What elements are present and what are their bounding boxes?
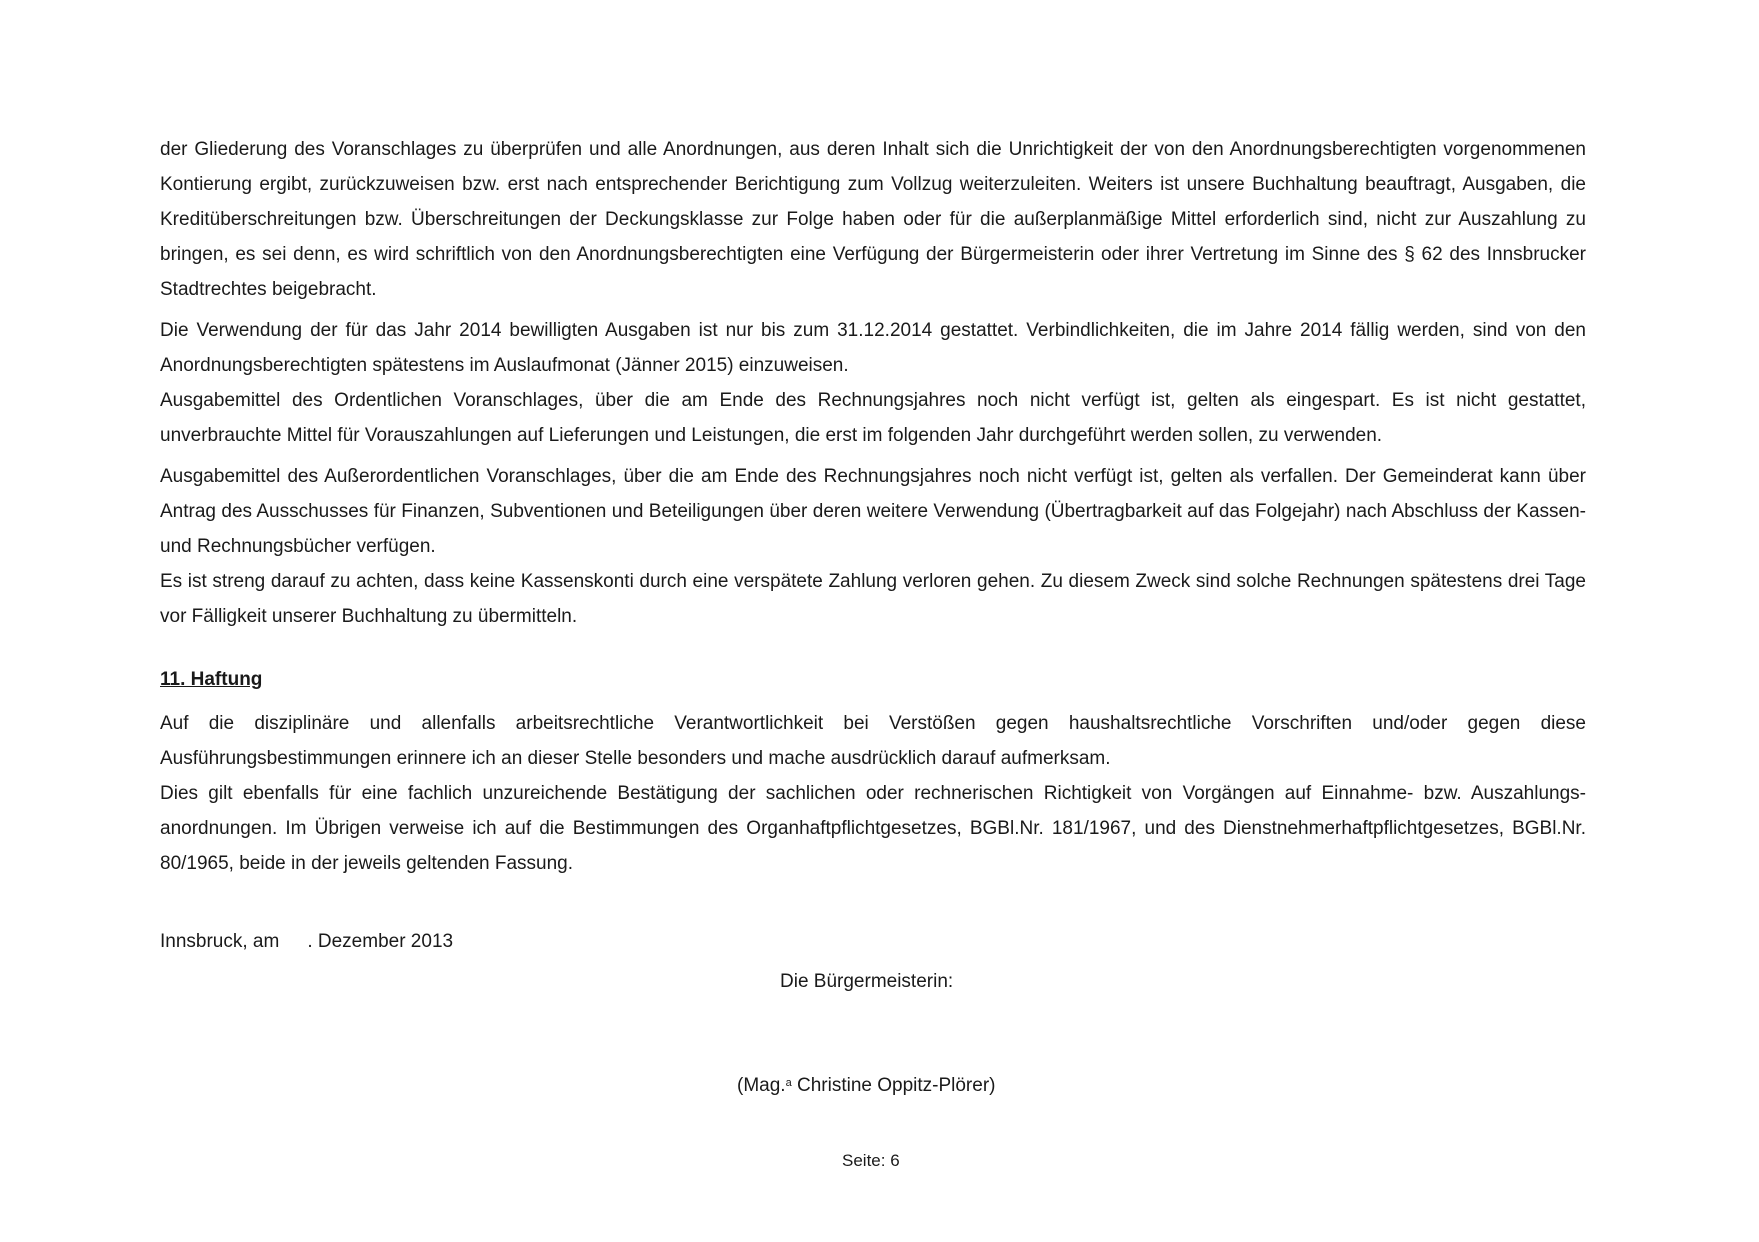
signer-name-prefix: (Mag. — [737, 1075, 786, 1096]
paragraph-ausserordentlicher-voranschlag: Ausgabemittel des Außerordentlichen Voranschlages, über die am Ende des Rechnungsjahres noch nicht verfügt ist, gelten als verfallen. Der Gemeinderat kann über Antrag des Ausschusses für Finanzen, Subventionen und Beteiligungen über deren weitere Verwendung (Übertragbarkeit auf das Folgejahr) nach Abschluss der Kassen- und Rechnungsbücher verfügen. — [160, 466, 1586, 557]
page-number: Seite: 6 — [842, 1151, 900, 1170]
signer-name — [737, 1072, 995, 1100]
document-body — [160, 132, 1586, 881]
signer-name-rest: Christine Oppitz-Plörer) — [791, 1075, 996, 1096]
paragraph-ordentlicher-voranschlag: Ausgabemittel des Ordentlichen Voranschlages, über die am Ende des Rechnungsjahres noch nicht verfügt ist, gelten als eingespart. Es ist nicht gestattet, unverbrauchte Mittel für Vorauszahlungen auf Lieferungen und Leistungen, die erst im folgenden Jahr durchgeführt werden sollen, zu verwenden. — [160, 390, 1586, 446]
paragraph-haftung-1: Auf die disziplinäre und allenfalls arbeitsrechtliche Verantwortlichkeit bei Verstößen gegen haushaltsrechtliche Vorschriften und/oder gegen diese Ausführungsbestimmungen erinnere ich an dieser Stelle besonders und mache ausdrücklich darauf aufmerksam. — [160, 713, 1586, 769]
paragraph-gliederung: der Gliederung des Voranschlages zu überprüfen und alle Anordnungen, aus deren Inhalt sich die Unrichtigkeit der von den Anordnungsberechtigten vorgenommenen Kontierung ergibt, zurückzuweisen bzw. erst nach entsprechender Berichtigung zum Vollzug weiterzuleiten. Weiters ist unsere Buchhaltung beauftragt, Ausgaben, die Kreditüberschreitungen bzw. Überschreitungen der Deckungsklasse zur Folge haben oder für die außerplanmäßige Mittel erforderlich sind, nicht zur Auszahlung zu bringen, es sei denn, es wird schriftlich von den Anordnungsberechtigten eine Verfügung der Bürgermeisterin oder ihrer Vertretung im Sinne des § 62 des Innsbrucker Stadtrechtes beigebracht. — [160, 139, 1586, 300]
paragraph-haftung-2: Dies gilt ebenfalls für eine fachlich unzureichende Bestätigung der sachlichen oder rechnerischen Richtigkeit von Vorgängen auf Einnahme- bzw. Auszahlungs-anordnungen. Im Übrigen verweise ich auf die Bestimmungen des Organhaftpflichtgesetzes, BGBl.Nr. 181/1967, und des Dienstnehmerhaftpflichtgesetzes, BGBl.Nr. 80/1965, beide in der jeweils geltenden Fassung. — [160, 783, 1586, 874]
signer-name-sup: a — [785, 1077, 792, 1089]
place-date-suffix: . Dezember 2013 — [307, 931, 454, 952]
section-heading: 11. Haftung — [160, 669, 263, 690]
paragraph-kassenskonti: Es ist streng darauf zu achten, dass keine Kassenskonti durch eine verspätete Zahlung verloren gehen. Zu diesem Zweck sind solche Rechnungen spätestens drei Tage vor Fälligkeit unserer Buchhaltung zu übermitteln. — [160, 571, 1586, 627]
place-date-line — [160, 928, 453, 956]
place-date-prefix: Innsbruck, am — [160, 931, 280, 952]
paragraph-verwendung: Die Verwendung der für das Jahr 2014 bewilligten Ausgaben ist nur bis zum 31.12.2014 gestattet. Verbindlichkeiten, die im Jahre 2014 fällig werden, sind von den Anordnungsberechtigten spätestens im Auslaufmonat (Jänner 2015) einzuweisen. — [160, 320, 1586, 376]
section-heading-wrap — [160, 664, 1586, 696]
signer-role: Die Bürgermeisterin: — [780, 971, 954, 992]
